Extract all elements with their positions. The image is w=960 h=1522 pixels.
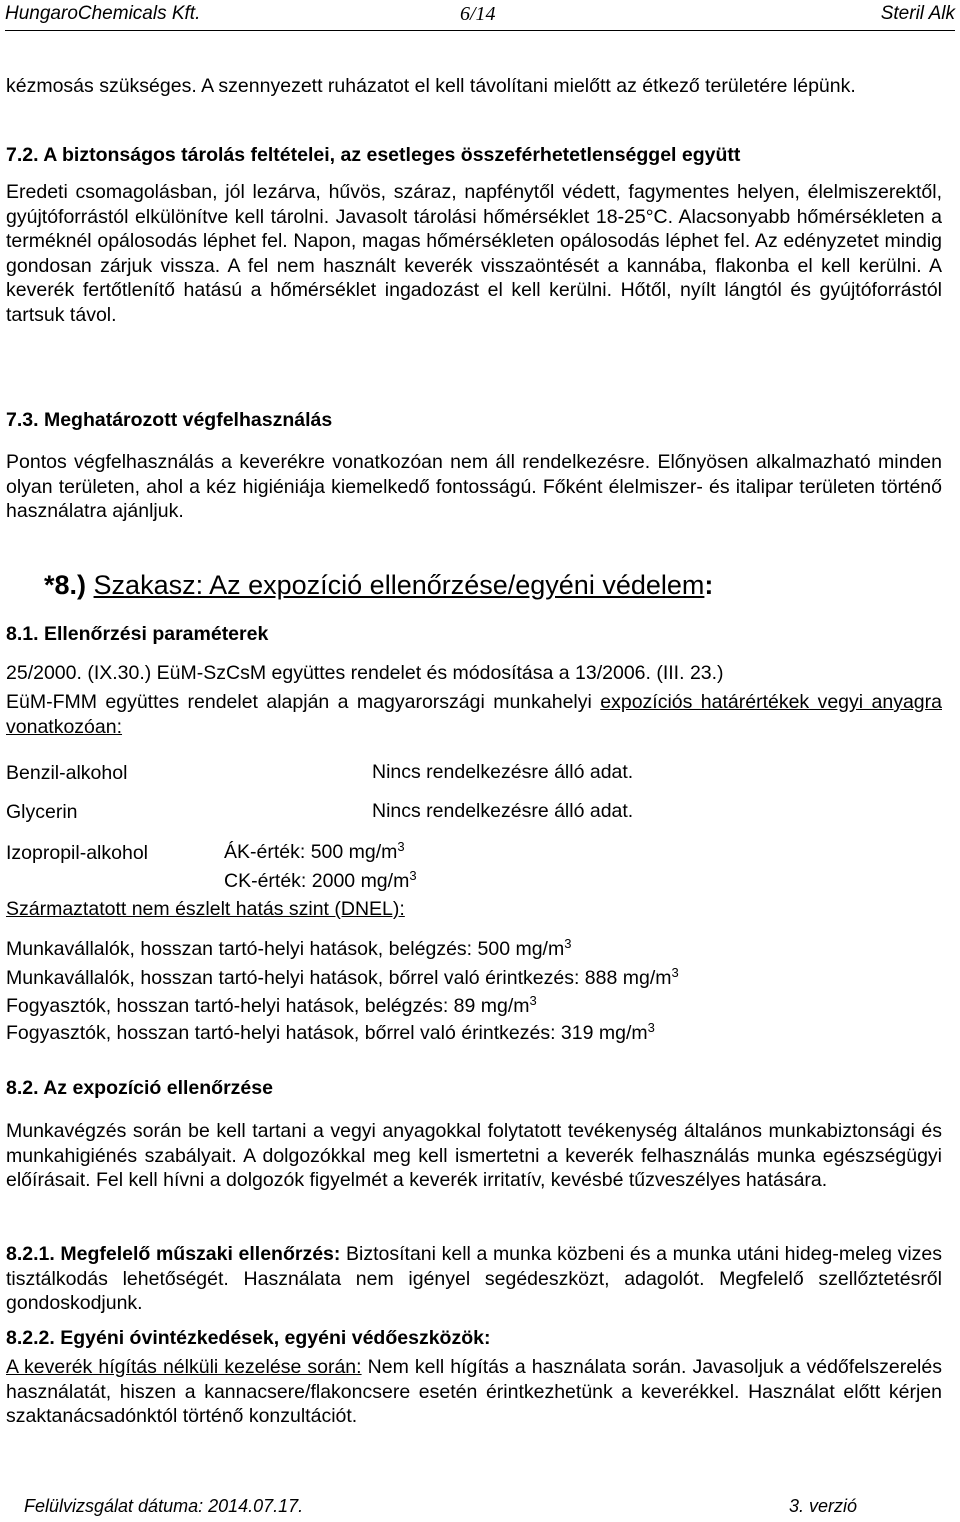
- dnel-exponent: 3: [647, 1020, 655, 1035]
- substance-name: Benzil-alkohol: [6, 762, 128, 784]
- section-7-2-heading: 7.2. A biztonságos tárolás feltételei, az esetleges összeférhetetlenséggel együtt: [6, 144, 741, 166]
- section-8-2-2-text-block: [6, 1355, 942, 1429]
- dnel-exponent: 3: [671, 965, 679, 980]
- section-8-2-2-label: 8.2.2. Egyéni óvintézkedések, egyéni védőeszközök:: [6, 1327, 491, 1349]
- dnel-item: [6, 1021, 655, 1045]
- dnel-text: Munkavállalók, hosszan tartó-helyi hatások, belégzés: 500 mg/m: [6, 938, 565, 960]
- section-8-colon: :: [704, 570, 714, 600]
- dnel-exponent: 3: [529, 993, 537, 1008]
- section-8-prefix: *8.: [44, 570, 78, 600]
- company-name: HungaroChemicals Kft.: [5, 3, 201, 24]
- product-name: Steril Alk: [880, 3, 955, 24]
- section-8-1-heading: 8.1. Ellenőrzési paraméterek: [6, 623, 269, 645]
- section-8-2-1: [6, 1242, 942, 1316]
- section-8-2-heading: 8.2. Az expozíció ellenőrzése: [6, 1077, 273, 1099]
- section-7-2-text: Eredeti csomagolásban, jól lezárva, hűvös, száraz, napfénytől védett, fagymentes helyen, élelmiszerektől, gyújtóforrástól elkülönítve kell tárolni. Javasolt tárolási hőmérséklet 18-25°C. Alacsonyabb hőmérsékleten a terméknél opálosodás léphet fel. Napon, magas hőmérsékleten opálosodás léphet fel. Az edényzetet mindig gondosan zárjuk vissza. A fel nem használt keverék visszaöntését a kannába, flakonba el kell kerülni. A keverék fertőtlenítő hatású a hőmérséklet ingadozást el kell kerülni. Hőtől, nyílt lángtól és gyújtóforrástól tartsuk távol.: [6, 181, 942, 326]
- substance-value: Nincs rendelkezésre álló adat.: [372, 761, 634, 783]
- section-7-3-text: Pontos végfelhasználás a keverékre vonatkozóan nem áll rendelkezésre. Előnyösen alkalmazható minden olyan területen, ahol a kéz higiéniája kiemelkedő fontosságú. Főként élelmiszer- és italipar területen történő használatra ajánljuk.: [6, 451, 942, 522]
- section-8-2-2-underlined: A keverék hígítás nélküli kezelése során:: [6, 1356, 362, 1378]
- ak-value: [224, 841, 405, 864]
- section-7-3-heading: [6, 408, 942, 433]
- dnel-item: [6, 994, 537, 1018]
- section-8-2-1-text: Biztosítani kell a munka közbeni és a munka utáni hideg-meleg vizes tisztálkodás lehetőségét. Használata nem igényel segédeszközt, adagolót. Megfelelő szellőztetésről gondoskodjunk.: [6, 1243, 943, 1314]
- page-header: [5, 0, 955, 31]
- section-8-title: Szakasz: Az expozíció ellenőrzése/egyéni védelem: [93, 570, 705, 600]
- version: 3. verzió: [788, 1496, 857, 1516]
- section-7-3-title: Meghatározott végfelhasználás: [43, 409, 333, 431]
- dnel-exponent: 3: [564, 936, 572, 951]
- ak-exponent: 3: [397, 839, 405, 854]
- section-8-heading: [44, 570, 713, 601]
- intro-paragraph: kézmosás szükséges. A szennyezett ruházatot el kell távolítani mielőtt az étkező területére lépünk.: [6, 75, 856, 97]
- dnel-heading: Származtatott nem észlelt hatás szint (DNEL):: [6, 898, 405, 920]
- substance-name: Glycerin: [6, 801, 78, 823]
- dnel-text: Fogyasztók, hosszan tartó-helyi hatások, bőrrel való érintkezés: 319 mg/m: [6, 1022, 648, 1044]
- dnel-item: [6, 937, 571, 961]
- ck-value: [224, 870, 417, 893]
- section-8-2-1-label: 8.2.1. Megfelelő műszaki ellenőrzés:: [6, 1243, 341, 1265]
- section-8-2-text: Munkavégzés során be kell tartani a vegyi anyagokkal folytatott tevékenység általános munkabiztonsági és munkahigiénés szabályait. A dolgozókkal meg kell ismertetni a keverék felhasználás munka egészségügyi előírásait. Fel kell hívni a dolgozók figyelmét a keverék irritatív, kevésbé tűzveszélyes hatására.: [6, 1120, 942, 1191]
- regulation-line: 25/2000. (IX.30.) EüM-SzCsM együttes rendelet és módosítása a 13/2006. (III. 23.): [6, 662, 724, 684]
- dnel-text: Fogyasztók, hosszan tartó-helyi hatások, belégzés: 89 mg/m: [6, 995, 530, 1017]
- page-footer: [6, 1496, 942, 1520]
- substance-name: Izopropil-alkohol: [6, 842, 148, 864]
- substance-value: Nincs rendelkezésre álló adat.: [372, 800, 634, 822]
- section-7-3-number: 7.3.: [6, 409, 39, 431]
- section-8-paren: ): [77, 570, 87, 600]
- revision-date: Felülvizsgálat dátuma: 2014.07.17.: [24, 1496, 304, 1516]
- ck-text: CK-érték: 2000 mg/m: [224, 870, 410, 892]
- ak-text: ÁK-érték: 500 mg/m: [224, 841, 398, 863]
- dnel-item: [6, 966, 679, 990]
- regulation-text: EüM-FMM együttes rendelet alapján a magyarországi munkahelyi: [6, 691, 592, 713]
- regulation-underlined: expozíciós határértékek vegyi anyagra vonatkozóan:: [6, 691, 942, 738]
- ck-exponent: 3: [409, 868, 417, 883]
- regulation-paragraph: [6, 690, 942, 739]
- section-8-2-2-text: Nem kell hígítás a használata során. Javasoljuk a védőfelszerelés használatát, hiszen a kannacsere/flakoncsere esetén érintkezhetünk a keverékkel. Használat előtt kérjen szaktanácsadónktól történő konzultációt.: [6, 1356, 942, 1427]
- dnel-text: Munkavállalók, hosszan tartó-helyi hatások, bőrrel való érintkezés: 888 mg/m: [6, 967, 672, 989]
- page-number: 6/14: [460, 3, 496, 25]
